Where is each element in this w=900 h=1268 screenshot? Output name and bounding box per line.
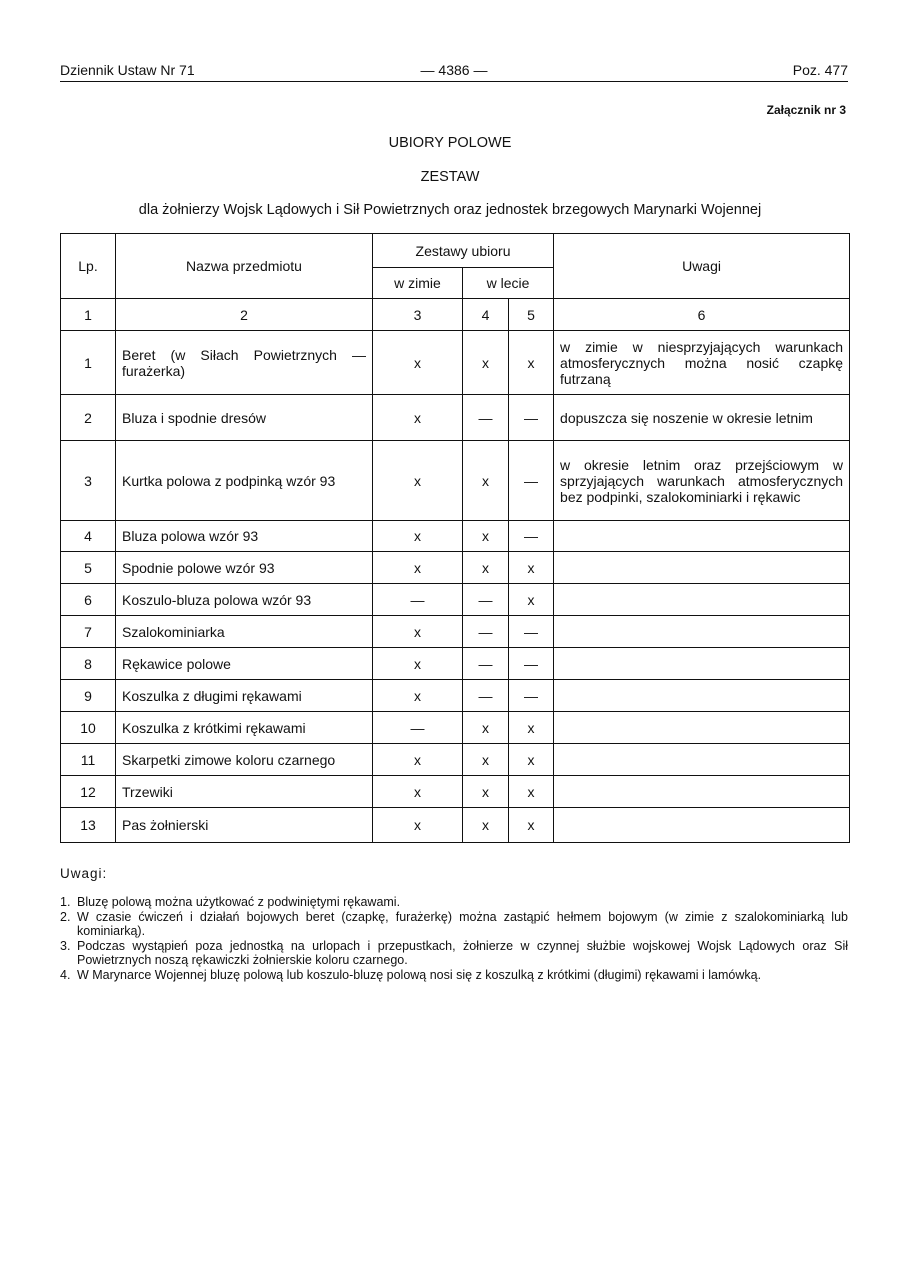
row-winter-mark: x	[373, 776, 463, 808]
row-item-name: Beret (w Siłach Powietrznych — furażerka)	[116, 331, 373, 395]
header-item-name: Nazwa przedmiotu	[116, 234, 373, 299]
position-number: Poz. 477	[792, 62, 848, 78]
row-lp: 2	[61, 395, 116, 441]
row-winter-mark: x	[373, 331, 463, 395]
header-divider	[60, 81, 848, 82]
row-notes	[554, 648, 850, 680]
row-summer-mark-a: x	[463, 808, 509, 843]
note-number: 1.	[60, 895, 71, 909]
row-summer-mark-b: x	[509, 331, 554, 395]
row-lp: 12	[61, 776, 116, 808]
row-lp: 10	[61, 712, 116, 744]
table-row	[61, 744, 850, 776]
annex-label: Załącznik nr 3	[766, 103, 846, 117]
row-summer-mark-b: —	[509, 616, 554, 648]
row-winter-mark: x	[373, 616, 463, 648]
table-row	[61, 331, 850, 395]
table-row	[61, 776, 850, 808]
row-winter-mark: x	[373, 552, 463, 584]
table-row	[61, 552, 850, 584]
row-summer-mark-a: —	[463, 616, 509, 648]
note-number: 3.	[60, 938, 71, 953]
row-notes	[554, 552, 850, 584]
row-item-name: Kurtka polowa z podpinką wzór 93	[116, 441, 373, 521]
row-winter-mark: x	[373, 808, 463, 843]
table-row	[61, 680, 850, 712]
row-notes: w zimie w niesprzyjających warunkach atmosferycznych można nosić czapkę futrzaną	[554, 331, 850, 395]
row-lp: 6	[61, 584, 116, 616]
row-winter-mark: x	[373, 395, 463, 441]
uniform-table	[60, 233, 850, 843]
row-summer-mark-b: —	[509, 680, 554, 712]
note-text: Podczas wystąpień poza jednostką na urlopach i przepustkach, żołnierze w czynnej służbie wojskowej Wojsk Lądowych oraz Sił Powietrznych noszą rękawiczki żołnierskie koloru czarnego.	[77, 938, 848, 967]
row-notes	[554, 808, 850, 843]
notes-heading: Uwagi:	[60, 866, 108, 881]
row-summer-mark-b: —	[509, 648, 554, 680]
note-text: W czasie ćwiczeń i działań bojowych beret (czapkę, furażerkę) można zastąpić hełmem bojowym (w zimie z szalokominiarką lub kominiarką).	[77, 909, 848, 938]
row-summer-mark-a: x	[463, 521, 509, 552]
document-description: dla żołnierzy Wojsk Lądowych i Sił Powietrznych oraz jednostek brzegowych Marynarki Wojennej	[138, 202, 762, 218]
col-number: 2	[116, 299, 373, 331]
row-winter-mark: x	[373, 648, 463, 680]
row-notes	[554, 584, 850, 616]
row-lp: 5	[61, 552, 116, 584]
row-item-name: Szalokominiarka	[116, 616, 373, 648]
notes-list	[60, 895, 848, 982]
row-item-name: Koszulka z długimi rękawami	[116, 680, 373, 712]
row-winter-mark: x	[373, 680, 463, 712]
row-winter-mark: x	[373, 441, 463, 521]
row-notes	[554, 521, 850, 552]
header-lp: Lp.	[61, 234, 116, 299]
row-summer-mark-a: —	[463, 680, 509, 712]
note-item	[60, 910, 848, 939]
row-lp: 9	[61, 680, 116, 712]
row-notes	[554, 744, 850, 776]
row-notes	[554, 712, 850, 744]
row-summer-mark-b: —	[509, 395, 554, 441]
row-lp: 8	[61, 648, 116, 680]
note-text: Bluzę polową można użytkować z podwiniętymi rękawami.	[77, 895, 401, 909]
row-summer-mark-b: —	[509, 521, 554, 552]
row-item-name: Koszulo-bluza polowa wzór 93	[116, 584, 373, 616]
row-summer-mark-b: x	[509, 584, 554, 616]
header-sets: Zestawy ubioru	[373, 234, 554, 268]
row-summer-mark-b: x	[509, 744, 554, 776]
row-summer-mark-b: x	[509, 552, 554, 584]
table-row	[61, 521, 850, 552]
row-summer-mark-b: —	[509, 441, 554, 521]
note-item	[60, 968, 848, 983]
table-row	[61, 584, 850, 616]
row-notes: dopuszcza się noszenie w okresie letnim	[554, 395, 850, 441]
row-winter-mark: x	[373, 521, 463, 552]
row-item-name: Bluza polowa wzór 93	[116, 521, 373, 552]
row-winter-mark: —	[373, 712, 463, 744]
row-lp: 11	[61, 744, 116, 776]
row-item-name: Skarpetki zimowe koloru czarnego	[116, 744, 373, 776]
column-number-row	[61, 299, 850, 331]
row-summer-mark-a: x	[463, 744, 509, 776]
row-item-name: Koszulka z krótkimi rękawami	[116, 712, 373, 744]
table-row	[61, 712, 850, 744]
table-row	[61, 441, 850, 521]
row-notes: w okresie letnim oraz przejściowym w sprzyjających warunkach atmosferycznych bez podpinki, szalokominiarki i rękawic	[554, 441, 850, 521]
row-item-name: Pas żołnierski	[116, 808, 373, 843]
row-notes	[554, 776, 850, 808]
row-lp: 7	[61, 616, 116, 648]
row-lp: 3	[61, 441, 116, 521]
row-summer-mark-a: x	[463, 712, 509, 744]
row-summer-mark-a: x	[463, 552, 509, 584]
page-header	[60, 62, 848, 82]
table-row	[61, 648, 850, 680]
header-winter: w zimie	[373, 268, 463, 299]
note-number: 4.	[60, 967, 71, 982]
row-winter-mark: —	[373, 584, 463, 616]
row-item-name: Spodnie polowe wzór 93	[116, 552, 373, 584]
row-summer-mark-b: x	[509, 776, 554, 808]
col-number: 1	[61, 299, 116, 331]
row-summer-mark-a: x	[463, 331, 509, 395]
header-summer: w lecie	[463, 268, 554, 299]
note-item	[60, 939, 848, 968]
col-number: 4	[463, 299, 509, 331]
table-row	[61, 808, 850, 843]
col-number: 6	[554, 299, 850, 331]
row-notes	[554, 616, 850, 648]
col-number: 3	[373, 299, 463, 331]
row-notes	[554, 680, 850, 712]
row-summer-mark-a: —	[463, 584, 509, 616]
row-lp: 4	[61, 521, 116, 552]
document-subtitle: ZESTAW	[420, 169, 480, 185]
row-summer-mark-a: x	[463, 441, 509, 521]
row-summer-mark-a: —	[463, 395, 509, 441]
row-lp: 13	[61, 808, 116, 843]
journal-name: Dziennik Ustaw Nr 71	[60, 62, 195, 78]
row-summer-mark-b: x	[509, 808, 554, 843]
table-row	[61, 395, 850, 441]
row-item-name: Rękawice polowe	[116, 648, 373, 680]
row-summer-mark-a: —	[463, 648, 509, 680]
header-notes: Uwagi	[554, 234, 850, 299]
row-item-name: Bluza i spodnie dresów	[116, 395, 373, 441]
table-row	[61, 616, 850, 648]
row-item-name: Trzewiki	[116, 776, 373, 808]
row-winter-mark: x	[373, 744, 463, 776]
row-summer-mark-b: x	[509, 712, 554, 744]
row-summer-mark-a: x	[463, 776, 509, 808]
note-item	[60, 895, 848, 910]
col-number: 5	[509, 299, 554, 331]
note-number: 2.	[60, 909, 71, 924]
row-lp: 1	[61, 331, 116, 395]
page-number: — 4386 —	[420, 62, 488, 78]
note-text: W Marynarce Wojennej bluzę polową lub koszulo-bluzę polową nosi się z koszulką z krótkimi (długimi) rękawami i lamówką.	[77, 967, 762, 982]
document-title: UBIORY POLOWE	[388, 135, 512, 151]
